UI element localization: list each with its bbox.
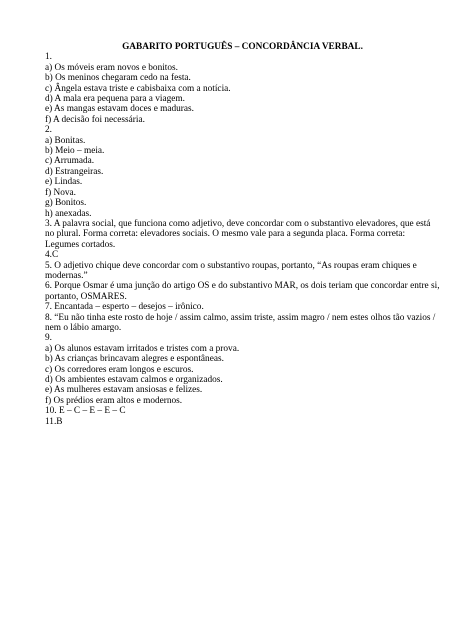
answer-2h: h) anexadas.	[45, 208, 92, 219]
answer-2c: c) Arrumada.	[45, 156, 95, 167]
answer-8: 8. “Eu não tinha este rosto de hoje / assim calmo, assim triste, assim magro / nem estes olhos tão vazios / nem o lábio amargo.	[45, 312, 436, 333]
answer-9b: b) As crianças brincavam alegres e espontâneas.	[45, 354, 224, 365]
answer-2e: e) Lindas.	[45, 177, 83, 188]
answer-1d: d) A mala era pequena para a viagem.	[45, 94, 185, 105]
answer-11: 11.B	[45, 416, 63, 427]
answer-9f: f) Os prédios eram altos e modernos.	[45, 395, 183, 406]
answer-1f: f) A decisão foi necessária.	[45, 114, 145, 125]
document-body	[45, 42, 440, 427]
answer-2d: d) Estrangeiras.	[45, 166, 104, 177]
answer-6: 6. Porque Osmar é uma junção do artigo OS e do substantivo MAR, os dois teriam que concordar entre si, portanto, OSMARES.	[45, 281, 440, 302]
answer-1e: e) As mangas estavam doces e maduras.	[45, 104, 194, 115]
answer-10: 10. E – C – E – E – C	[45, 406, 126, 417]
answer-3: 3. A palavra social, que funciona como adjetivo, deve concordar com o substantivo elevadores, que está no plural. Forma correta: elevadores sociais. O mesmo vale para a segunda placa. Forma correta: Legumes cortados.	[45, 218, 431, 250]
answer-9d: d) Os ambientes estavam calmos e organizados.	[45, 375, 223, 385]
answer-9c: c) Os corredores eram longos e escuros.	[45, 364, 194, 375]
answer-5: 5. O adjetivo chique deve concordar com o substantivo roupas, portanto, “As roupas eram chiques e modernas.”	[45, 260, 417, 281]
answer-2f: f) Nova.	[45, 187, 76, 198]
answer-2a: a) Bonitas.	[45, 135, 86, 146]
answer-2b: b) Meio – meia.	[45, 146, 105, 157]
document-title: GABARITO PORTUGUÊS – CONCORDÂNCIA VERBAL.	[122, 42, 363, 52]
answer-4: 4.C	[45, 250, 59, 261]
section-9-number: 9.	[45, 333, 52, 344]
answer-1c: c) Ângela estava triste e cabisbaixa com a notícia.	[45, 83, 231, 94]
answer-9e: e) As mulheres estavam ansiosas e felizes.	[45, 385, 203, 396]
section-1-number: 1.	[45, 52, 52, 63]
answer-9a: a) Os alunos estavam irritados e tristes com a prova.	[45, 343, 240, 354]
answer-1b: b) Os meninos chegaram cedo na festa.	[45, 73, 191, 84]
section-2-number: 2.	[45, 125, 52, 136]
answer-7: 7. Encantada – esperto – desejos – irônico.	[45, 302, 204, 313]
answer-2g: g) Bonitos.	[45, 198, 87, 209]
answer-1a: a) Os móveis eram novos e bonitos.	[45, 62, 178, 73]
